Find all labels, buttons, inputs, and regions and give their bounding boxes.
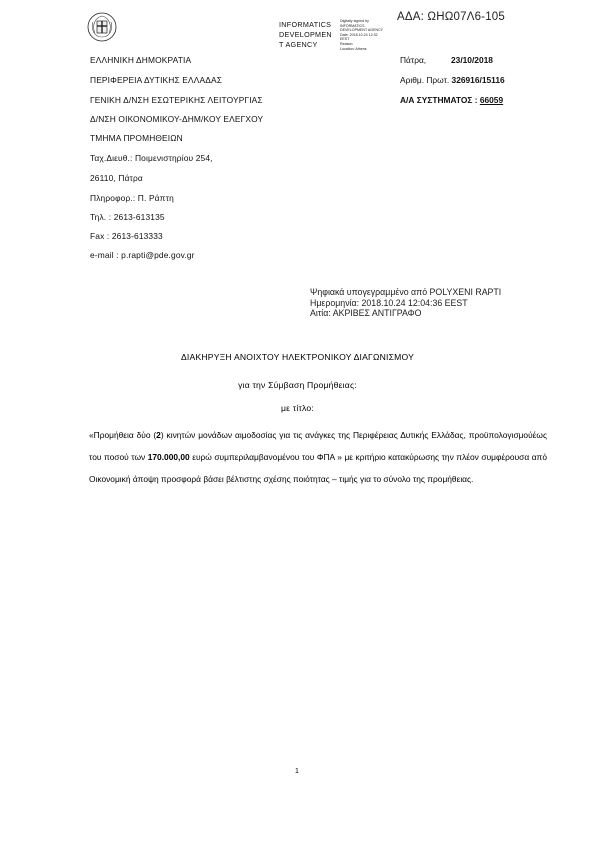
ida-line: DEVELOPMEN [279, 30, 332, 39]
document-subtitle-title: με τίτλο: [280, 403, 314, 413]
sender-phone: Τηλ. : 2613-613135 [90, 212, 165, 222]
ida-detail-line: INFORMATICS [340, 23, 365, 28]
sender-line: ΠΕΡΙΦΕΡΕΙΑ ΔΥΤΙΚΗΣ ΕΛΛΑΔΑΣ [90, 75, 223, 85]
greek-emblem-icon [87, 12, 117, 42]
signature-line: Ψηφιακά υπογεγραμμένο από POLYXENI RAPTI [310, 287, 502, 297]
unit-count: 2 [156, 430, 161, 440]
ida-detail-line: Date: 2018.10.24 12:32 [340, 32, 378, 37]
ida-detail-line: Location: Athens [340, 46, 367, 51]
sender-address: Ταχ.Διευθ.: Ποιμενιστηρίου 254, [90, 153, 213, 163]
body-text: ευρώ συμπεριλαμβανομένου του ΦΠΑ » με κριτήριο κατακύρωσης την πλέον συμφέρουσα από Οικονομική άποψη προσφορά βάσει βέλτιστης σχέσης ποιότητας – τιμής για το σύνολο της προμήθειας. [89, 452, 547, 484]
sender-line: Δ/ΝΣΗ ΟΙΚΟΝΟΜΙΚΟΥ-ΔΗΜ/ΚΟΥ ΕΛΕΓΧΟΥ [90, 114, 264, 124]
ida-detail-line: DEVELOPMENT AGENCY [340, 28, 384, 33]
system-label: Α/Α ΣΥΣΤΗΜΑΤΟΣ : [400, 95, 478, 105]
body-paragraph [89, 424, 547, 490]
ada-code: ΑΔΑ: ΩΗΩ07Λ6-105 [397, 11, 505, 23]
body-text: ) κινητών μονάδων αιμοδοσίας για τις ανάγκες της Περιφέρειας Δυτικής Ελλάδας, προϋπολογισμούέως του ποσού των [89, 430, 547, 462]
sender-line: ΓΕΝΙΚΗ Δ/ΝΣΗ ΕΣΩΤΕΡΙΚΗΣ ΛΕΙΤΟΥΡΓΙΑΣ [90, 95, 263, 105]
ida-signature-details [340, 19, 383, 51]
sender-line: ΤΜΗΜΑ ΠΡΟΜΗΘΕΙΩΝ [90, 133, 183, 143]
ida-signature-block [279, 20, 332, 50]
digital-signature [310, 287, 501, 319]
sender-email: e-mail : p.rapti@pde.gov.gr [90, 250, 195, 260]
signature-line: Ημερομηνία: 2018.10.24 12:04:36 EEST [310, 297, 468, 308]
protocol-row [400, 75, 505, 85]
sender-line: ΕΛΛΗΝΙΚΗ ΔΗΜΟΚΡΑΤΙΑ [90, 55, 192, 65]
system-number: 66059 [479, 95, 504, 105]
page-number: 1 [295, 768, 299, 775]
protocol-number: 326916/15116 [451, 75, 505, 85]
sender-contact: Πληροφορ.: Π. Ράπτη [90, 193, 174, 203]
budget-amount: 170.000,00 [147, 452, 190, 462]
body-text: «Προμήθεια δύο ( [89, 430, 157, 440]
ida-line: T AGENCY [279, 40, 318, 49]
ida-detail-line: Digitally signed by [340, 19, 369, 23]
ida-line: INFORMATICS [279, 20, 332, 29]
ida-detail-line: Reason: [340, 41, 354, 46]
place-label: Πάτρα, [400, 55, 427, 65]
system-row [400, 95, 503, 105]
document-subtitle: για την Σύμβαση Προμήθειας: [238, 380, 357, 390]
protocol-label: Αριθμ. Πρωτ. [400, 75, 450, 85]
sender-city: 26110, Πάτρα [90, 173, 143, 183]
ida-detail-line: EEST [340, 37, 350, 42]
document-title: ΔΙΑΚΗΡΥΞΗ ΑΝΟΙΧΤΟΥ ΗΛΕΚΤΡΟΝΙΚΟΥ ΔΙΑΓΩΝΙΣΜΟΥ [180, 352, 415, 362]
sender-fax: Fax : 2613-613333 [90, 231, 163, 241]
signature-line: Αιτία: ΑΚΡΙΒΕΣ ΑΝΤΙΓΡΑΦΟ [310, 308, 422, 318]
document-date: 23/10/2018 [451, 55, 493, 65]
